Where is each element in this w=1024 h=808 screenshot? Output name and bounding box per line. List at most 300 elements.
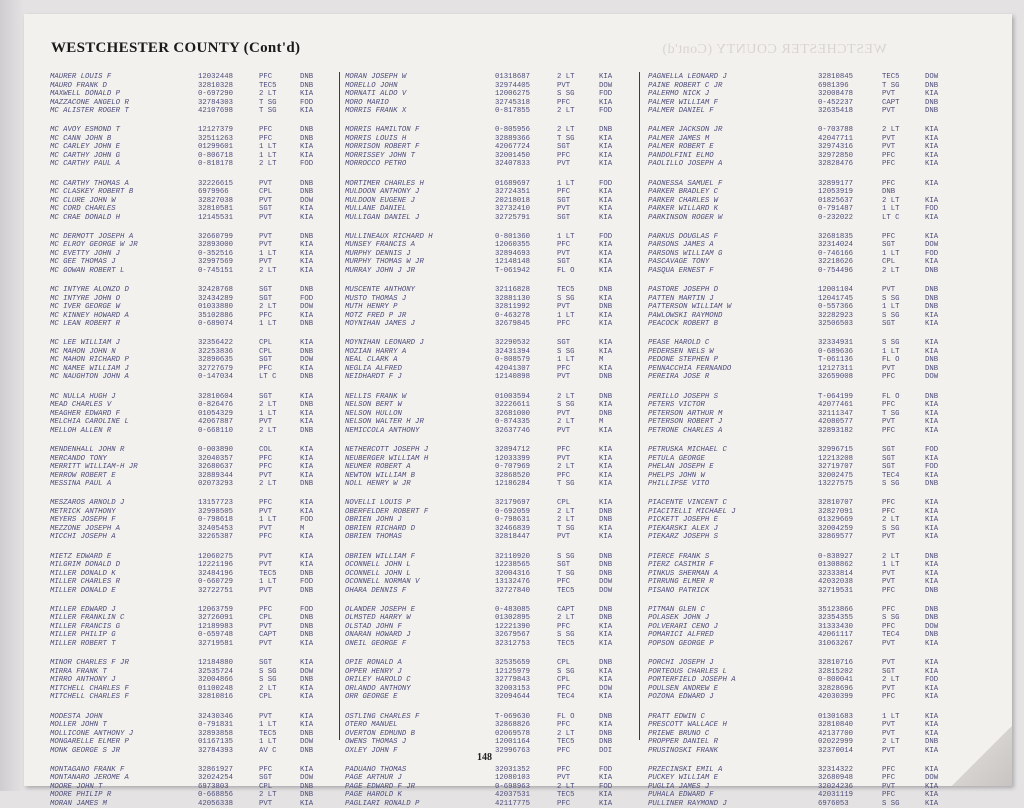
entry-status: DNB: [599, 303, 613, 312]
entry-serial-number: 32727679: [198, 364, 234, 373]
entry-status: KIA: [599, 143, 613, 152]
entry-serial-number: 0-352516: [198, 249, 234, 258]
entry-status: KIA: [300, 205, 314, 214]
entry-name: PEDERSEN NELS W: [648, 347, 714, 356]
entry-status: DNB: [300, 614, 314, 623]
roster-entry: [50, 143, 336, 152]
entry-name: METRICK ANTHONY: [50, 507, 116, 516]
entry-status: FOD: [599, 782, 613, 791]
roster-entry: [648, 73, 966, 82]
entry-name: MC NAUGHTON JOHN A: [50, 373, 129, 382]
roster-entry: [345, 250, 633, 259]
entry-rank: CPL: [259, 188, 273, 197]
entry-rank: PVT: [259, 179, 273, 188]
entry-serial-number: 02073293: [198, 480, 234, 489]
entry-name: MELCHIA CAROLINE L: [50, 418, 129, 427]
entry-status: DOW: [925, 774, 939, 783]
roster-entry: [648, 339, 966, 348]
entry-status: DNB: [300, 480, 314, 489]
entry-rank: PVT: [557, 249, 571, 258]
entry-name: MORELLO JOHN: [345, 81, 398, 90]
entry-rank: S SG: [557, 552, 575, 561]
entry-status: KIA: [300, 552, 314, 561]
entry-status: KIA: [300, 266, 314, 275]
roster-entry: [648, 446, 966, 455]
entry-name: PASCAVAGE TONY: [648, 258, 710, 267]
roster-entry: [345, 614, 633, 623]
entry-serial-number: 32407833: [495, 160, 531, 169]
entry-serial-number: 32893858: [198, 729, 234, 738]
entry-serial-number: 0-798631: [495, 516, 531, 525]
entry-serial-number: 01054329: [198, 409, 234, 418]
entry-rank: PVT: [259, 586, 273, 595]
roster-entry: [345, 676, 633, 685]
entry-rank: PVT: [882, 659, 896, 668]
entry-status: KIA: [925, 712, 939, 721]
entry-status: KIA: [599, 426, 613, 435]
entry-name: OBERFELDER ROBERT F: [345, 507, 429, 516]
entry-status: DNB: [300, 426, 314, 435]
entry-name: MC CLURE JOHN W: [50, 196, 116, 205]
roster-entry: [648, 152, 966, 161]
entry-rank: 2 LT: [557, 463, 575, 472]
entry-name: MC EVETTY JOHN J: [50, 249, 121, 258]
entry-status: DNB: [300, 622, 314, 631]
entry-name: PAGE EDWARD F JR: [345, 782, 416, 791]
entry-status: DOI: [599, 746, 613, 755]
roster-entry: [50, 348, 336, 357]
roster-group: [50, 606, 336, 649]
entry-name: MC KINNEY HOWARD A: [50, 311, 129, 320]
entry-serial-number: 42030399: [818, 693, 854, 702]
entry-name: MITCHELL CHARLES F: [50, 693, 129, 702]
roster-entry: [345, 365, 633, 374]
entry-rank: S SG: [882, 614, 900, 623]
entry-rank: TEC5: [259, 81, 277, 90]
entry-status: DNB: [599, 286, 613, 295]
roster-entry: [648, 685, 966, 694]
entry-status: KIA: [925, 418, 939, 427]
entry-serial-number: 32226611: [495, 401, 531, 410]
entry-serial-number: 32810604: [198, 392, 234, 401]
entry-status: KIA: [599, 401, 613, 410]
entry-serial-number: 32405453: [198, 524, 234, 533]
entry-serial-number: 32431394: [495, 347, 531, 356]
entry-name: MC CANN JOHN B: [50, 134, 112, 143]
entry-name: OLSTAD JOHN F: [345, 622, 402, 631]
entry-status: DNB: [925, 738, 939, 747]
entry-rank: 1 LT: [557, 232, 575, 241]
entry-name: PASTORE JOSEPH D: [648, 286, 719, 295]
entry-serial-number: 12063759: [198, 605, 234, 614]
roster-entry: [345, 640, 633, 649]
entry-rank: 2 LT: [882, 126, 900, 135]
entry-name: MC DERMOTT JOSEPH A: [50, 232, 134, 241]
entry-name: PRIEWE BRUNO C: [648, 729, 710, 738]
entry-rank: S SG: [557, 90, 575, 98]
entry-name: PHELPS JOHN W: [648, 471, 705, 480]
entry-rank: PVT: [882, 721, 896, 730]
roster-entry: [345, 180, 633, 189]
entry-name: MOORE PHILIP R: [50, 791, 112, 800]
entry-name: PEREIRA JOSE R: [648, 373, 710, 382]
entry-name: PASQUA ERNEST F: [648, 266, 714, 275]
entry-serial-number: 32024254: [198, 774, 234, 783]
entry-name: MORRIS HAMILTON F: [345, 126, 420, 135]
entry-status: KIA: [925, 693, 939, 702]
roster-entry: [50, 393, 336, 402]
roster-group: [50, 446, 336, 489]
entry-rank: PFC: [882, 791, 896, 800]
roster-entry: [345, 668, 633, 677]
roster-entry: [50, 295, 336, 304]
roster-entry: [648, 126, 966, 135]
entry-status: DNB: [925, 552, 939, 561]
entry-serial-number: 42061117: [818, 631, 854, 640]
entry-status: KIA: [599, 524, 613, 533]
entry-status: KIA: [925, 160, 939, 169]
entry-status: KIA: [925, 143, 939, 152]
entry-rank: PVT: [259, 213, 273, 222]
entry-rank: TEC5: [557, 738, 575, 747]
roster-entry: [345, 783, 633, 792]
entry-rank: SGT: [557, 339, 571, 348]
roster-entry: [50, 631, 336, 640]
entry-serial-number: 12127311: [818, 364, 854, 373]
entry-status: KIA: [300, 463, 314, 472]
entry-serial-number: 32004316: [495, 569, 531, 578]
entry-serial-number: 32818447: [495, 533, 531, 542]
roster-group: [345, 126, 633, 169]
roster-entry: [345, 713, 633, 722]
entry-rank: 2 LT: [882, 676, 900, 685]
entry-rank: 2 LT: [259, 401, 277, 410]
entry-serial-number: 32899177: [818, 179, 854, 188]
entry-name: MEZZONE JOSEPH A: [50, 524, 121, 533]
entry-serial-number: 13132476: [495, 578, 531, 587]
entry-name: MORNATI ALDO V: [345, 90, 407, 98]
entry-status: DOW: [925, 241, 939, 250]
entry-serial-number: 32894712: [495, 446, 531, 455]
entry-status: M: [599, 418, 604, 427]
entry-status: DNB: [300, 782, 314, 791]
entry-rank: 1 LT: [557, 179, 575, 188]
entry-status: KIA: [300, 258, 314, 267]
entry-status: KIA: [599, 799, 613, 808]
entry-serial-number: 32828476: [818, 160, 854, 169]
entry-name: MICCHI JOSEPH A: [50, 533, 116, 542]
entry-name: PATTERSON WILLIAM W: [648, 303, 732, 312]
entry-name: MONTAGANO FRANK F: [50, 765, 125, 774]
roster-entry: [345, 480, 633, 489]
entry-serial-number: 32997569: [198, 258, 234, 267]
entry-status: KIA: [599, 364, 613, 373]
entry-rank: CPL: [259, 693, 273, 702]
entry-rank: S SG: [882, 294, 900, 303]
entry-status: [925, 188, 959, 197]
roster-entry: [648, 508, 966, 517]
entry-status: KIA: [599, 631, 613, 640]
entry-serial-number: 32827091: [818, 507, 854, 516]
entry-name: MC CARTHY JOHN G: [50, 151, 121, 160]
entry-rank: 2 LT: [557, 729, 575, 738]
entry-name: PHILLIPSE VITO: [648, 480, 710, 489]
roster-entry: [648, 553, 966, 562]
entry-rank: PFC: [259, 499, 273, 508]
entry-name: PETERSON ROBERT J: [648, 418, 723, 427]
entry-status: KIA: [300, 499, 314, 508]
entry-serial-number: 0-800041: [818, 676, 854, 685]
roster-entry: [50, 180, 336, 189]
entry-name: OBRIEN WILLIAM F: [345, 552, 416, 561]
entry-serial-number: 12033399: [495, 454, 531, 463]
roster-entry: [50, 499, 336, 508]
entry-rank: T SG: [557, 480, 575, 489]
entry-status: KIA: [599, 241, 613, 250]
entry-serial-number: 42067724: [495, 143, 531, 152]
entry-name: ONEIL GEORGE F: [345, 639, 407, 648]
entry-status: KIA: [300, 721, 314, 730]
roster-entry: [345, 561, 633, 570]
entry-rank: 2 LT: [882, 552, 900, 561]
roster-entry: [50, 356, 336, 365]
roster-group: [50, 180, 336, 223]
entry-rank: PFC: [882, 373, 896, 382]
entry-status: KIA: [599, 676, 613, 685]
entry-serial-number: 32811992: [495, 303, 531, 312]
roster-entry: [345, 800, 633, 808]
roster-entry: [345, 143, 633, 152]
roster-entry: [648, 410, 966, 419]
entry-name: MC CARTHY PAUL A: [50, 160, 121, 169]
entry-rank: 1 LT: [259, 151, 277, 160]
entry-serial-number: 32218626: [818, 258, 854, 267]
roster-entry: [648, 623, 966, 632]
entry-status: DNB: [925, 356, 939, 365]
entry-rank: S SG: [882, 311, 900, 320]
entry-rank: SGT: [259, 294, 273, 303]
entry-serial-number: 32974316: [818, 143, 854, 152]
entry-rank: S SG: [882, 799, 900, 808]
entry-serial-number: 02069578: [495, 729, 531, 738]
entry-status: KIA: [925, 401, 939, 410]
entry-rank: PFC: [882, 693, 896, 702]
entry-status: FOD: [925, 249, 939, 258]
entry-status: KIA: [925, 516, 939, 525]
entry-serial-number: 12221196: [198, 561, 234, 570]
entry-rank: 1 LT: [259, 516, 277, 525]
entry-status: KIA: [925, 347, 939, 356]
entry-name: PIRRUNG ELMER R: [648, 578, 714, 587]
entry-rank: PVT: [259, 561, 273, 570]
entry-serial-number: 32719581: [198, 639, 234, 648]
roster-entry: [648, 250, 966, 259]
entry-rank: PVT: [882, 533, 896, 542]
roster-group: [345, 713, 633, 756]
roster-entry: [648, 640, 966, 649]
entry-name: NEIDHARDT F J: [345, 373, 402, 382]
entry-status: FOD: [925, 463, 939, 472]
roster-entry: [50, 160, 336, 169]
roster-entry: [345, 295, 633, 304]
entry-serial-number: 32312753: [495, 639, 531, 648]
roster-entry: [345, 455, 633, 464]
entry-rank: T SG: [557, 569, 575, 578]
entry-name: PORTERFIELD JOSEPH A: [648, 676, 736, 685]
entry-rank: DNB: [882, 188, 896, 197]
entry-name: MURPHY THOMAS W JR: [345, 258, 424, 267]
entry-name: PERILLO JOSEPH S: [648, 392, 719, 401]
entry-status: KIA: [925, 213, 939, 222]
entry-name: PETERS VICTOR: [648, 401, 705, 410]
roster-entry: [50, 676, 336, 685]
entry-serial-number: 32535659: [495, 659, 531, 668]
entry-rank: PVT: [557, 303, 571, 312]
roster-entry: [648, 463, 966, 472]
entry-serial-number: 32003153: [495, 684, 531, 693]
entry-status: DNB: [300, 286, 314, 295]
entry-serial-number: 0-698963: [495, 782, 531, 791]
entry-name: OTERO MANUEL: [345, 721, 398, 730]
entry-name: MURRAY JOHN J JR: [345, 266, 416, 275]
entry-rank: 2 LT: [882, 738, 900, 747]
entry-status: KIA: [300, 418, 314, 427]
entry-status: KIA: [599, 347, 613, 356]
roster-entry: [50, 286, 336, 295]
entry-status: KIA: [925, 561, 939, 570]
entry-name: MC CRAE DONALD H: [50, 213, 121, 222]
roster-entry: [50, 738, 336, 747]
entry-name: PETRONE CHARLES A: [648, 426, 723, 435]
entry-status: KIA: [925, 765, 939, 774]
entry-name: MUSTO THOMAS J: [345, 294, 407, 303]
roster-entry: [648, 499, 966, 508]
entry-rank: PFC: [259, 134, 273, 143]
entry-serial-number: 32466839: [495, 524, 531, 533]
entry-serial-number: 35102886: [198, 311, 234, 320]
entry-serial-number: 32784303: [198, 98, 234, 107]
page-number: 148: [477, 752, 492, 763]
entry-rank: PFC: [557, 684, 571, 693]
entry-serial-number: 42041307: [495, 364, 531, 373]
entry-serial-number: 6981396: [818, 81, 849, 90]
entry-rank: SGT: [259, 205, 273, 214]
roster-entry: [648, 180, 966, 189]
roster-entry: [648, 82, 966, 91]
entry-name: PAGNELLA LEONARD J: [648, 73, 727, 81]
entry-status: M: [599, 356, 604, 365]
entry-serial-number: 32681000: [495, 409, 531, 418]
entry-serial-number: 0-452237: [818, 98, 854, 107]
entry-name: MILLER CHARLES R: [50, 578, 121, 587]
entry-name: PARKER BRADLEY C: [648, 188, 719, 197]
entry-status: DNB: [300, 569, 314, 578]
entry-name: MORTIMER CHARLES H: [345, 179, 424, 188]
entry-rank: PVT: [259, 232, 273, 241]
entry-status: KIA: [300, 311, 314, 320]
roster-entry: [50, 197, 336, 206]
entry-name: NEUMER ROBERT A: [345, 463, 411, 472]
entry-serial-number: 32116828: [495, 286, 531, 295]
roster-entry: [345, 267, 633, 276]
entry-serial-number: 0-798618: [198, 516, 234, 525]
roster-group: [50, 339, 336, 382]
roster-group: [648, 713, 966, 756]
roster-entry: [648, 455, 966, 464]
entry-status: KIA: [925, 746, 939, 755]
entry-name: MC CORD CHARLES: [50, 205, 116, 214]
roster-column-2: [345, 66, 633, 808]
entry-serial-number: 32004259: [818, 524, 854, 533]
entry-name: MULDOON EUGENE J: [345, 196, 416, 205]
roster-entry: [648, 659, 966, 668]
entry-serial-number: 42067887: [198, 418, 234, 427]
entry-name: MILGRIM DONALD D: [50, 561, 121, 570]
roster-entry: [345, 766, 633, 775]
entry-name: PARKER WILLARD K: [648, 205, 719, 214]
roster-entry: [50, 774, 336, 783]
entry-rank: PFC: [259, 311, 273, 320]
entry-serial-number: 32679845: [495, 320, 531, 329]
entry-serial-number: 32889344: [198, 471, 234, 480]
entry-status: DNB: [925, 631, 939, 640]
roster-entry: [50, 188, 336, 197]
entry-name: PAONESSA SAMUEL F: [648, 179, 723, 188]
entry-name: POLASEK JOHN J: [648, 614, 710, 623]
entry-serial-number: 42077461: [818, 401, 854, 410]
entry-rank: PFC: [557, 471, 571, 480]
entry-name: OXLEY JOHN F: [345, 746, 398, 755]
entry-rank: 1 LT: [259, 143, 277, 152]
roster-entry: [50, 553, 336, 562]
entry-rank: SGT: [882, 454, 896, 463]
entry-serial-number: 12221390: [495, 622, 531, 631]
roster-entry: [50, 267, 336, 276]
roster-entry: [648, 713, 966, 722]
roster-entry: [648, 312, 966, 321]
entry-serial-number: 32024236: [818, 782, 854, 791]
roster-entry: [345, 356, 633, 365]
entry-serial-number: 0-692059: [495, 507, 531, 516]
roster-group: [50, 126, 336, 169]
roster-group: [345, 606, 633, 649]
entry-serial-number: 32679567: [495, 631, 531, 640]
entry-name: MORRISSEY JOHN T: [345, 151, 416, 160]
entry-name: NEUBERGER WILLIAM H: [345, 454, 429, 463]
entry-serial-number: 12032448: [198, 73, 234, 81]
entry-rank: PVT: [557, 81, 571, 90]
entry-serial-number: 0-668110: [198, 426, 234, 435]
entry-rank: PFC: [557, 578, 571, 587]
roster-entry: [345, 160, 633, 169]
entry-serial-number: 0-818178: [198, 160, 234, 169]
entry-status: KIA: [599, 134, 613, 143]
entry-serial-number: 32659008: [818, 373, 854, 382]
roster-entry: [50, 766, 336, 775]
entry-rank: S SG: [882, 339, 900, 348]
entry-rank: 1 LT: [259, 409, 277, 418]
entry-status: KIA: [599, 213, 613, 222]
entry-status: KIA: [300, 249, 314, 258]
roster-entry: [50, 82, 336, 91]
roster-entry: [345, 312, 633, 321]
roster-entry: [648, 418, 966, 427]
roster-entry: [345, 197, 633, 206]
entry-name: PAWLOWSKI RAYMOND: [648, 311, 723, 320]
roster-entry: [648, 783, 966, 792]
entry-rank: S SG: [259, 676, 277, 685]
entry-name: MONTANARO JEROME A: [50, 774, 129, 783]
